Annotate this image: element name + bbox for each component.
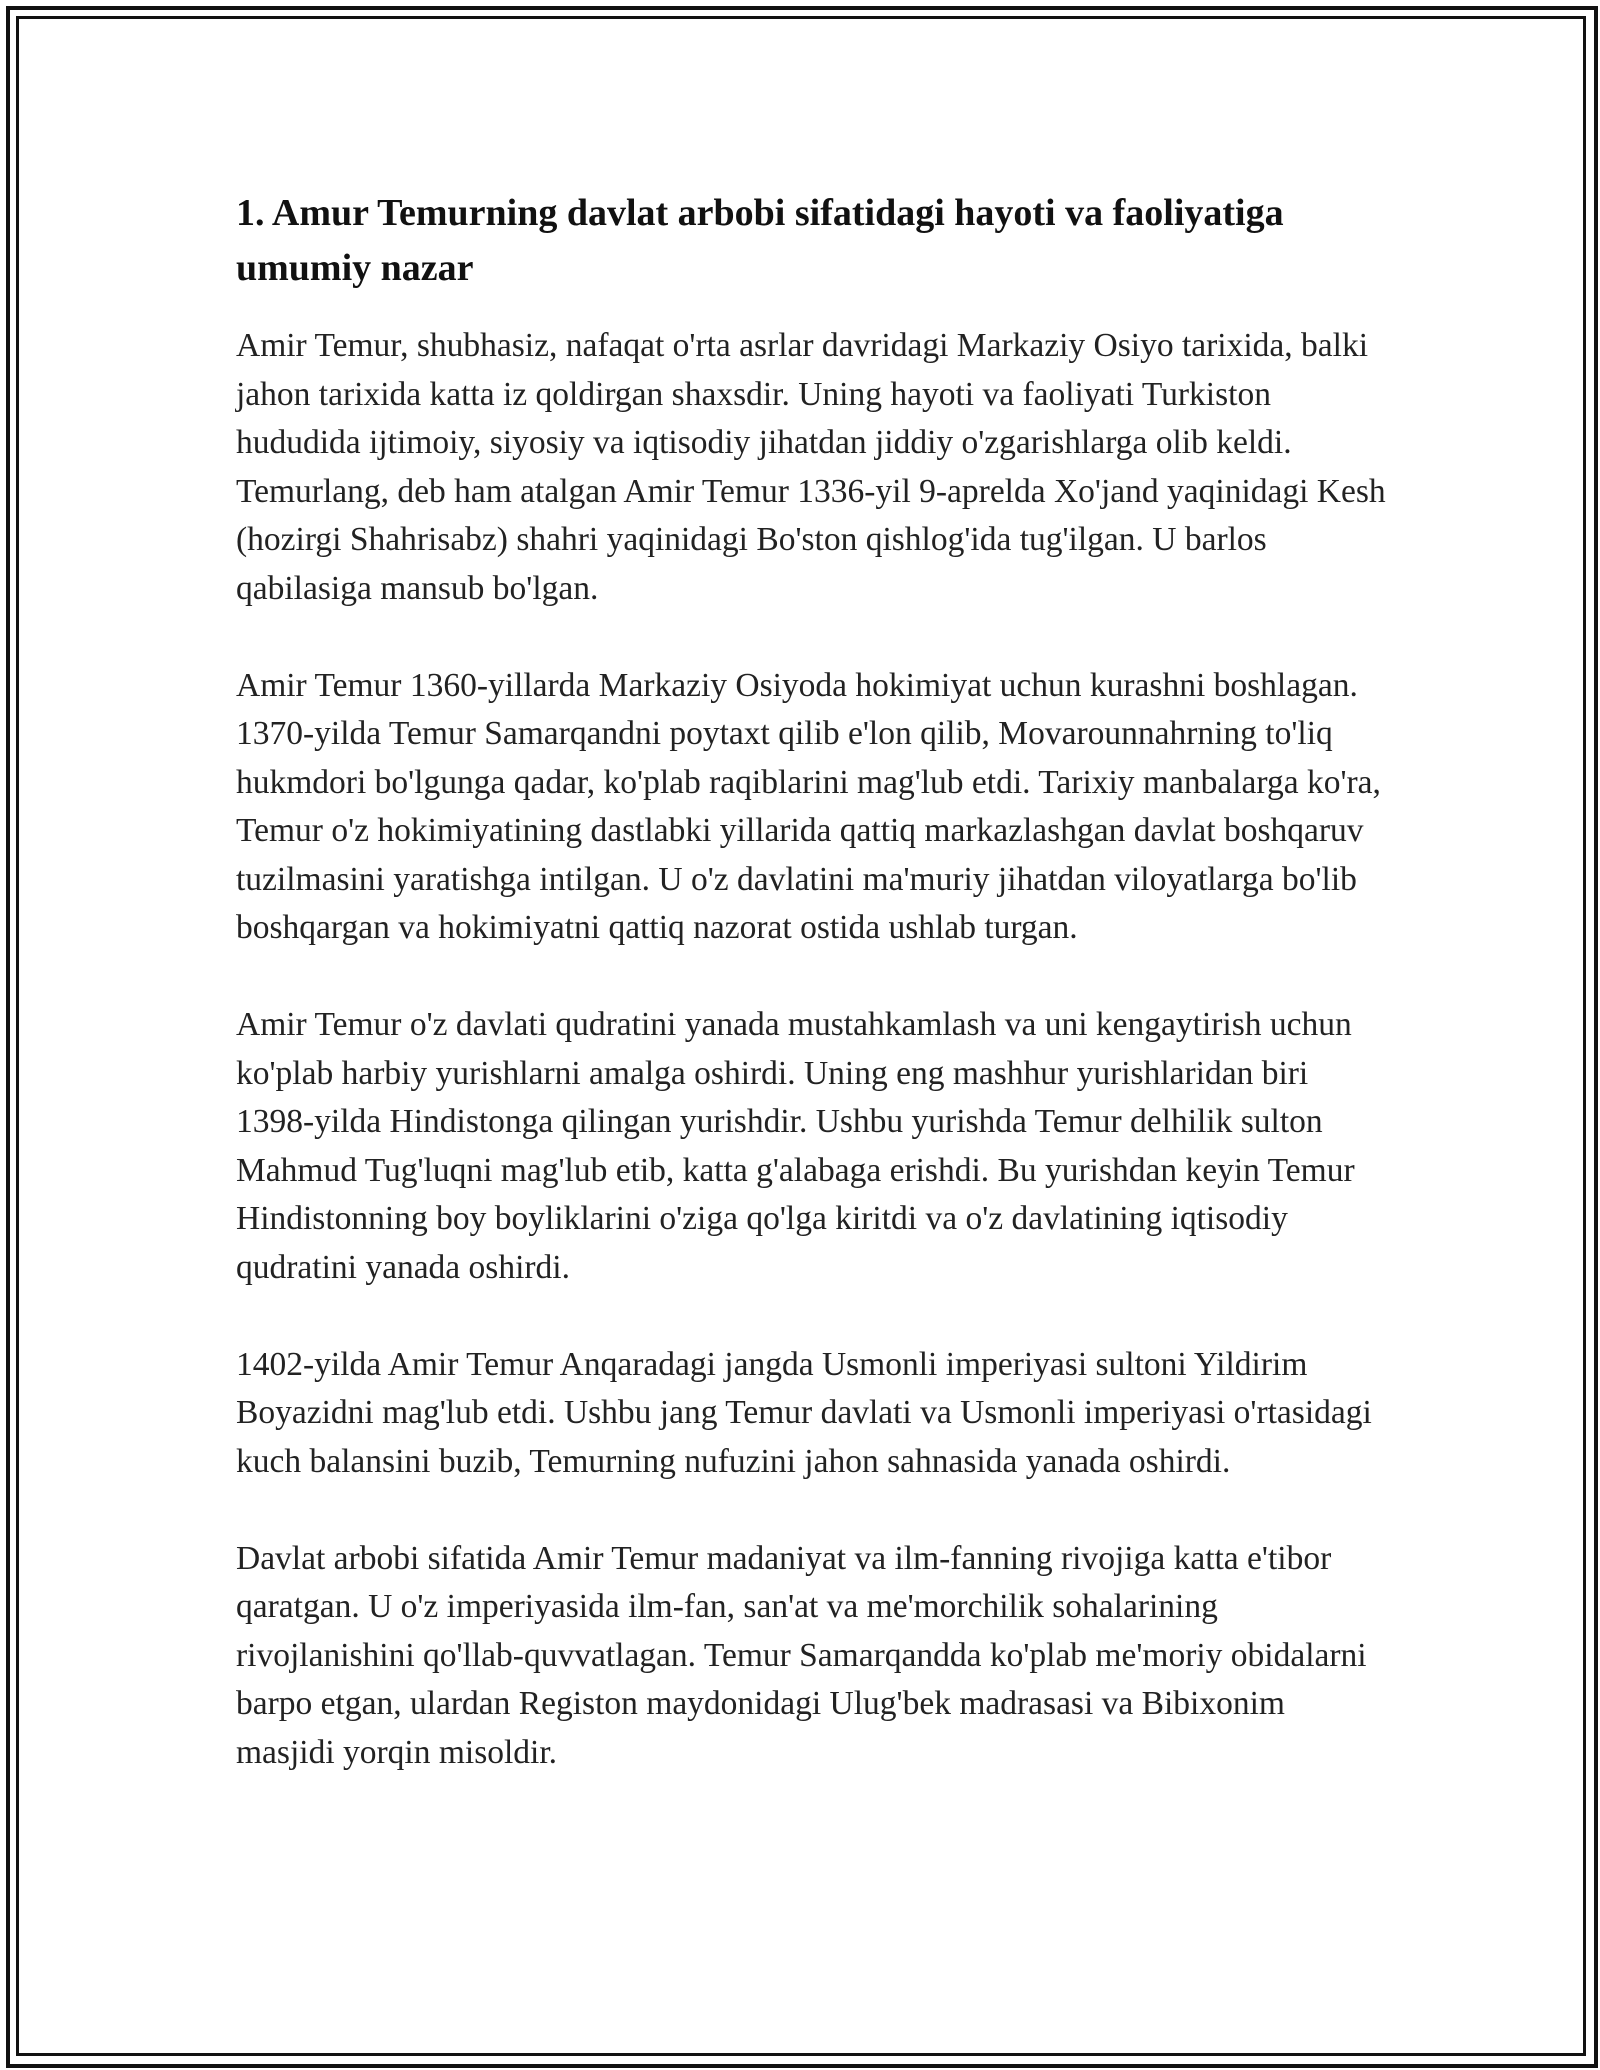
paragraph-4: 1402-yilda Amir Temur Anqaradagi jangda Usmonli imperiyasi sultoni Yildirim Boyazidni mag'lub etdi. Ushbu jang Temur davlati va Usmonli imperiyasi o'rtasidagi kuch balansini buzib, Temurning nufuzini jahon sahnasida yanada oshirdi. <box>236 1345 1372 1480</box>
paragraph-3: Amir Temur o'z davlati qudratini yanada mustahkamlash va uni kengaytirish uchun ko'plab harbiy yurishlarni amalga oshirdi. Uning eng mashhur yurishlaridan biri 1398-yilda Hindistonga qilingan yurishdir. Ushbu yurishda Temur delhilik sulton Mahmud Tug'luqni mag'lub etib, katta g'alabaga erishdi. Bu yurishdan keyin Temur Hindistonning boy boyliklarini o'ziga qo'lga kiritdi va o'z davlatining iqtisodiy qudratini yanada oshirdi. <box>236 1006 1355 1286</box>
document-body <box>236 186 1386 1826</box>
paragraph-2: Amir Temur 1360-yillarda Markaziy Osiyoda hokimiyat uchun kurashni boshlagan. 1370-yilda Temur Samarqandni poytaxt qilib e'lon qilib, Movarounnahrning to'liq hukmdori bo'lgunga qadar, ko'plab raqiblarini mag'lub etdi. Tarixiy manbalarga ko'ra, Temur o'z hokimiyatining dastlabki yillarida qattiq markazlashgan davlat boshqaruv tuzilmasini yaratishga intilgan. U o'z davlatini ma'muriy jihatdan viloyatlarga bo'lib boshqargan va hokimiyatni qattiq nazorat ostida ushlab turgan. <box>236 666 1381 946</box>
section-title: 1. Amur Temurning davlat arbobi sifatidagi hayoti va faoliyatiga umumiy nazar <box>236 192 1284 289</box>
paragraph-1: Amir Temur, shubhasiz, nafaqat o'rta asrlar davridagi Markaziy Osiyo tarixida, balki jahon tarixida katta iz qoldirgan shaxsdir. Uning hayoti va faoliyati Turkiston hududida ijtimoiy, siyosiy va iqtisodiy jihatdan jiddiy o'zgarishlarga olib keldi. Temurlang, deb ham atalgan Amir Temur 1336-yil 9-aprelda Xo'jand yaqinidagi Kesh (hozirgi Shahrisabz) shahri yaqinidagi Bo'ston qishlog'ida tug'ilgan. U barlos qabilasiga mansub bo'lgan. <box>236 327 1386 607</box>
paragraph-5: Davlat arbobi sifatida Amir Temur madaniyat va ilm-fanning rivojiga katta e'tibor qaratgan. U o'z imperiyasida ilm-fan, san'at va me'morchilik sohalarining rivojlanishini qo'llab-quvvatlagan. Temur Samarqandda ko'plab me'moriy obidalarni barpo etgan, ulardan Registon maydonidagi Ulug'bek madrasasi va Bibixonim masjidi yorqin misoldir. <box>236 1539 1367 1771</box>
